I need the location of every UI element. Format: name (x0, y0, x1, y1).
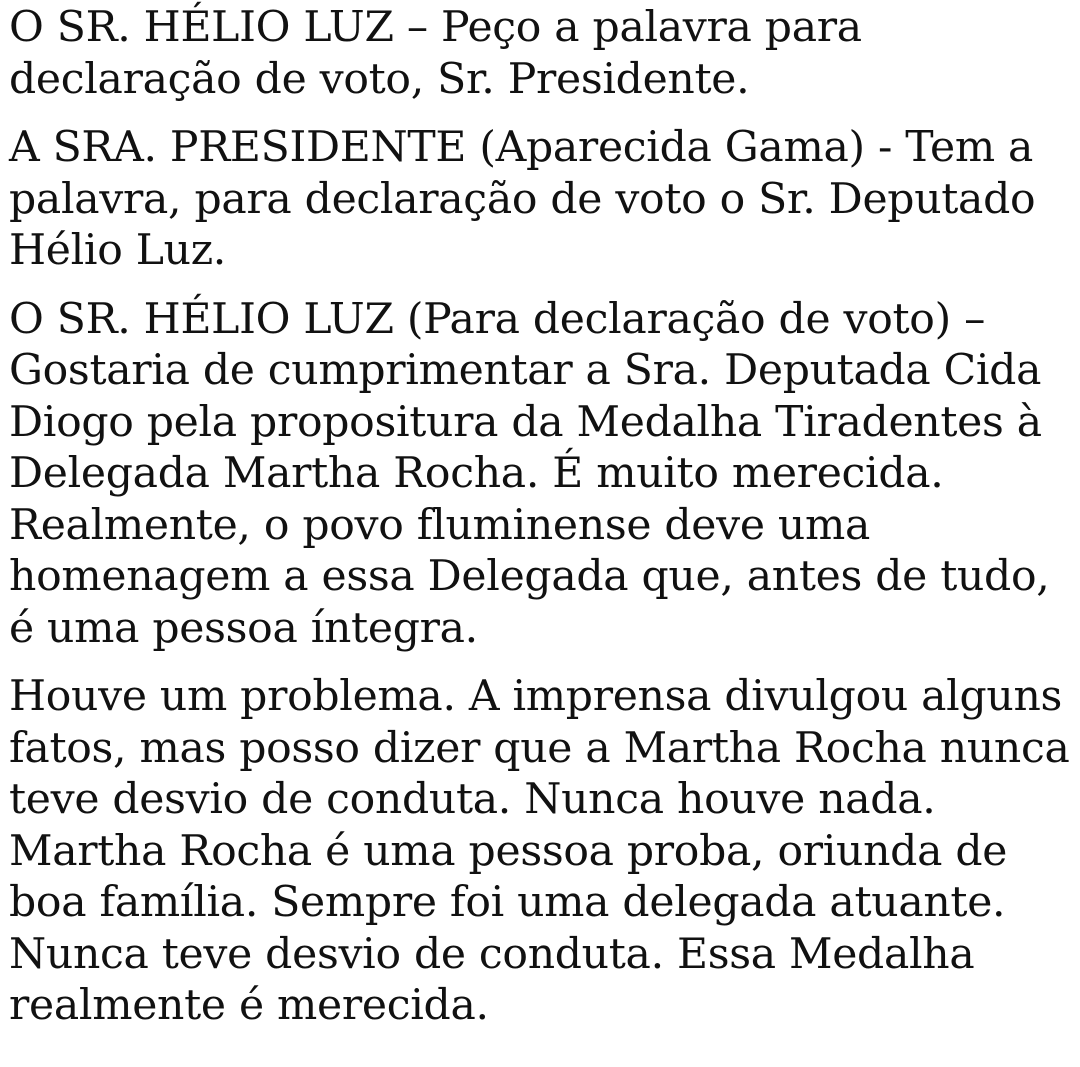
paragraph-helio-luz-declaration: O SR. HÉLIO LUZ (Para declaração de voto) – Gostaria de cumprimentar a Sra. Deputada Cida Diogo pela propositura da Medalha Tiradentes à Delegada Martha Rocha. É muito merecida. Realmente, o povo fluminense deve uma homenagem a essa Delegada que, antes de tudo, é uma pessoa íntegra. (9, 294, 1050, 653)
paragraph-helio-luz-conclusion: Houve um problema. A imprensa divulgou alguns fatos, mas posso dizer que a Martha Rocha nunca teve desvio de conduta. Nunca houve nada. Martha Rocha é uma pessoa proba, oriunda de boa família. Sempre foi uma delegada atuante. Nunca teve desvio de conduta. Essa Medalha realmente é merecida. (9, 672, 1070, 1030)
document-body (9, 2, 1075, 1032)
paragraph-president-grants-floor: A SRA. PRESIDENTE (Aparecida Gama) - Tem a palavra, para declaração de voto o Sr. Deputado Hélio Luz. (9, 123, 1036, 275)
paragraph-helio-luz-request: O SR. HÉLIO LUZ – Peço a palavra para declaração de voto, Sr. Presidente. (9, 3, 862, 104)
